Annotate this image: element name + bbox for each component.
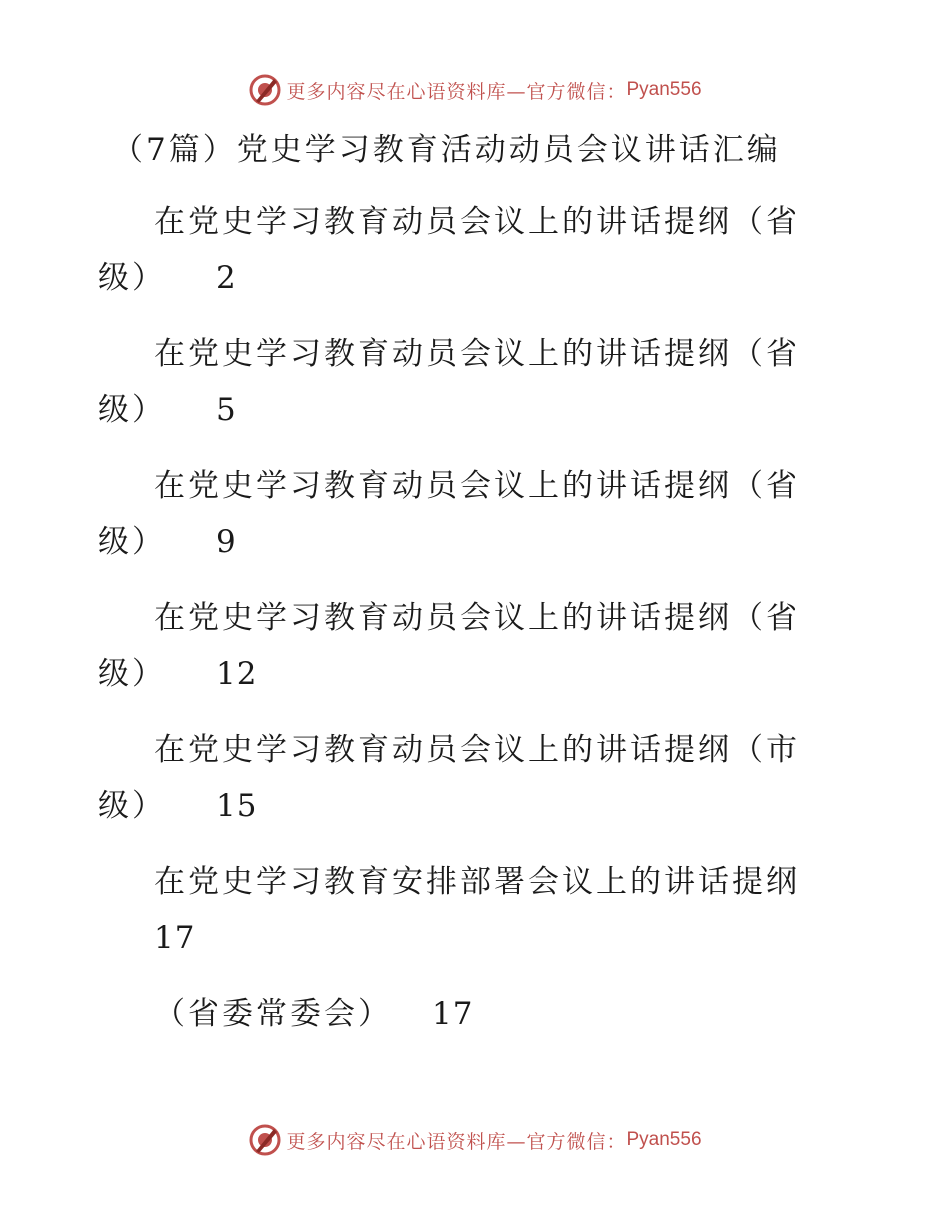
toc-entry-title: 在党史学习教育动员会议上的讲话提纲（省: [154, 468, 800, 504]
toc-entry-continuation: [98, 518, 818, 566]
toc-entry-title: 在党史学习教育动员会议上的讲话提纲（省: [154, 600, 800, 636]
footer-watermark-banner: [0, 1120, 950, 1160]
toc-page-number: 12: [216, 656, 258, 692]
toc-page-number: 15: [216, 788, 258, 824]
toc-entry-title-end: 级）: [98, 260, 166, 296]
toc-entry-title-end: 级）: [98, 656, 166, 692]
document-title: （7篇）党史学习教育活动动员会议讲话汇编: [112, 132, 781, 168]
toc-sub-entry[interactable]: [154, 990, 473, 1038]
toc-entry-continuation: [98, 386, 818, 434]
toc-page-number: 17: [154, 920, 196, 956]
toc-page-number: 5: [216, 392, 237, 428]
toc-entry-title: 在党史学习教育动员会议上的讲话提纲（省: [154, 336, 800, 372]
watermark-handle: Pyan556: [626, 1129, 702, 1150]
toc-entry[interactable]: [98, 198, 818, 302]
toc-sub-entry-label: （省委常委会）: [154, 996, 392, 1032]
toc-entry-continuation: [98, 650, 818, 698]
toc-entry[interactable]: [98, 462, 818, 566]
toc-entry-continuation: [98, 782, 818, 830]
watermark-text: 更多内容尽在心语资料库—官方微信：: [286, 1130, 627, 1153]
toc-entry[interactable]: [98, 594, 818, 698]
toc-entry-continuation: [98, 254, 818, 302]
quill-logo-icon: [248, 1123, 282, 1157]
toc-page-number: 2: [216, 260, 237, 296]
toc-entry-title-end: 级）: [98, 788, 166, 824]
toc-entry-title-end: 级）: [98, 524, 166, 560]
toc-entry-continuation: [98, 914, 818, 962]
toc-entry-title-end: 级）: [98, 392, 166, 428]
toc-entry[interactable]: [98, 858, 818, 962]
toc-page-number: 17: [432, 996, 474, 1032]
toc-entry[interactable]: [98, 330, 818, 434]
toc-entry-title: 在党史学习教育安排部署会议上的讲话提纲: [154, 864, 800, 900]
toc-entry-title: 在党史学习教育动员会议上的讲话提纲（市: [154, 732, 800, 768]
toc-entry-title: 在党史学习教育动员会议上的讲话提纲（省: [154, 204, 800, 240]
watermark-handle: Pyan556: [626, 79, 702, 100]
watermark-text: 更多内容尽在心语资料库—官方微信：: [286, 80, 627, 103]
header-watermark-banner: [0, 70, 950, 110]
toc-page-number: 9: [216, 524, 237, 560]
toc-entry[interactable]: [98, 726, 818, 830]
quill-logo-icon: [248, 73, 282, 107]
